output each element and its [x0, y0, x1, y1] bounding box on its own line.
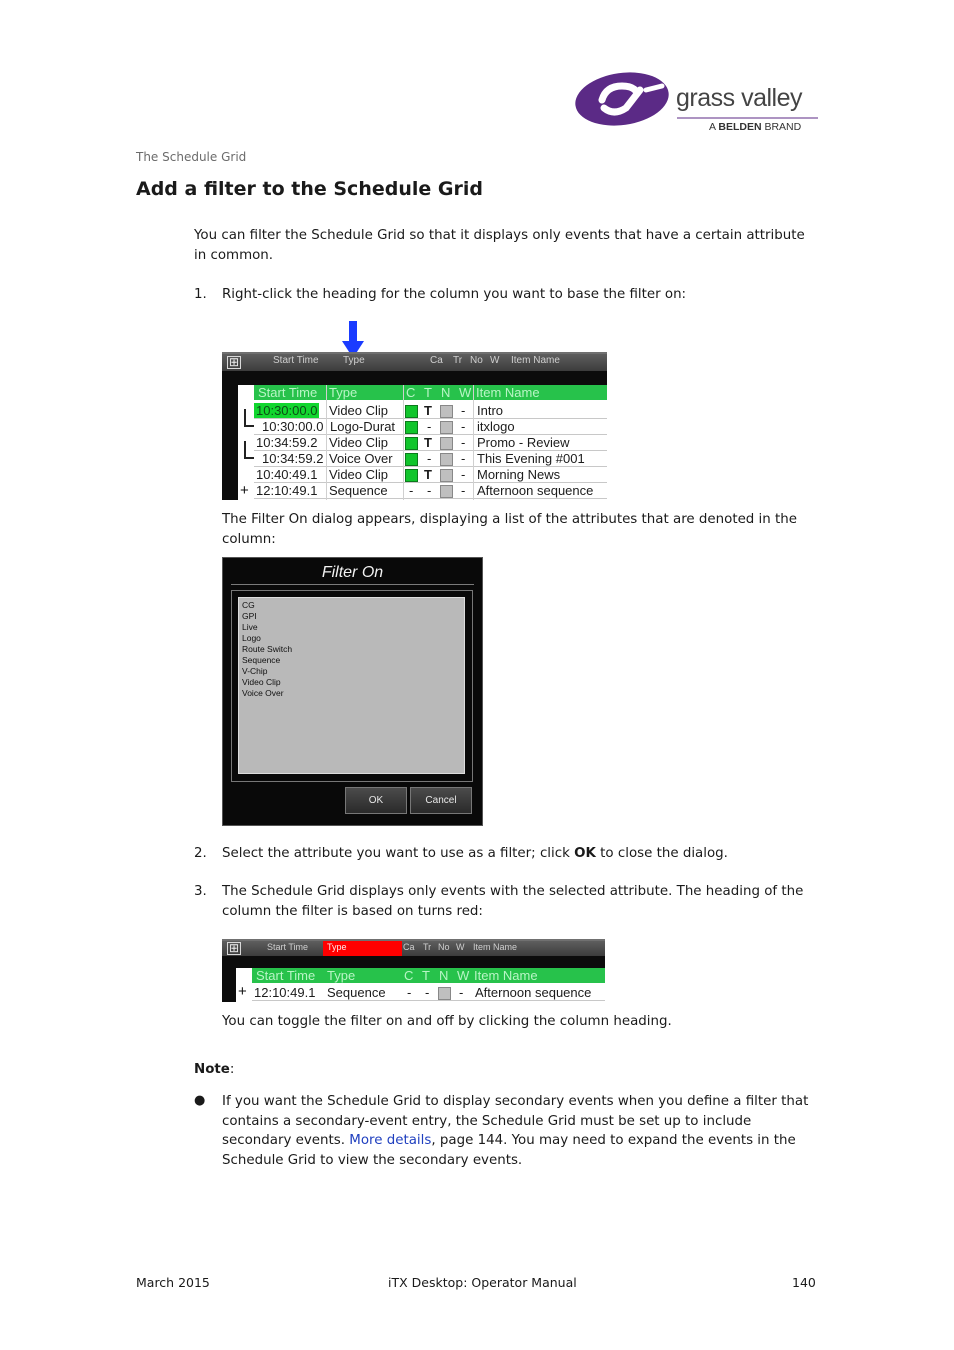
cancel-button[interactable]: Cancel: [410, 787, 472, 814]
row-item-name: Intro: [477, 403, 504, 418]
step-text: Right-click the heading for the column you want to base the filter on:: [222, 287, 687, 302]
row-t: T: [424, 435, 432, 450]
note-bullet-text: [222, 1092, 822, 1170]
logo-wordmark: grass valley: [676, 84, 802, 112]
grass-valley-logo: [574, 70, 824, 136]
col-t[interactable]: T: [422, 968, 430, 983]
row-item-name: Afternoon sequence: [477, 483, 594, 498]
cg-green-icon: [405, 453, 418, 466]
list-item[interactable]: Live: [242, 622, 258, 632]
grid-top-header: [222, 352, 607, 371]
info-grey-icon: [440, 469, 453, 482]
row-type: Sequence: [327, 985, 386, 1000]
row-type: Video Clip: [329, 435, 389, 450]
expand-plus-icon[interactable]: +: [238, 983, 247, 1000]
row-c: -: [407, 985, 412, 1000]
table-row[interactable]: [254, 451, 607, 467]
table-row[interactable]: [254, 435, 607, 451]
top-col-w[interactable]: W: [456, 942, 465, 952]
col-t[interactable]: T: [424, 385, 432, 400]
row-t: T: [424, 403, 432, 418]
logo-tagline: [709, 121, 801, 133]
row-t: -: [425, 985, 430, 1000]
bullet-text-before: If you want the Schedule Grid to display secondary events when you define a filter that contains a secondary-event entry, the Schedule Grid must be set up to include secondary events.: [222, 1094, 809, 1148]
grid-body: [236, 968, 605, 1002]
col-start-time[interactable]: Start Time: [256, 968, 316, 983]
info-grey-icon: [440, 437, 453, 450]
info-grey-icon: [440, 421, 453, 434]
col-item-name[interactable]: Item Name: [476, 385, 540, 400]
logo-tagline-prefix: A: [709, 121, 716, 133]
row-t: -: [427, 419, 432, 434]
row-start-time: 12:10:49.1: [256, 483, 318, 498]
info-grey-icon: [438, 987, 451, 1000]
cg-green-icon: [405, 469, 418, 482]
table-row[interactable]: [254, 467, 607, 483]
column-divider: [403, 385, 404, 500]
top-col-ca[interactable]: Ca: [403, 942, 415, 952]
row-c: -: [409, 483, 414, 498]
col-start-time[interactable]: Start Time: [258, 385, 318, 400]
table-row[interactable]: [252, 985, 605, 1001]
ok-button[interactable]: OK: [345, 787, 407, 814]
cg-green-icon: [405, 437, 418, 450]
list-item[interactable]: Voice Over: [242, 688, 284, 698]
attribute-list[interactable]: [238, 597, 465, 774]
top-col-no[interactable]: No: [470, 355, 483, 366]
column-divider: [473, 385, 474, 500]
row-w: -: [461, 483, 466, 498]
note-colon: :: [229, 1062, 235, 1077]
step-text-after: to close the dialog.: [595, 846, 728, 861]
grid-column-header: [252, 968, 605, 983]
secondary-bracket: [244, 441, 254, 459]
row-start-time: 10:34:59.2: [256, 435, 318, 450]
col-c[interactable]: C: [404, 968, 414, 983]
page-title: Add a filter to the Schedule Grid: [136, 178, 483, 200]
row-t: T: [424, 467, 432, 482]
note-label: [194, 1060, 234, 1080]
note-label-text: Note: [194, 1062, 230, 1077]
logo-tagline-suffix: BRAND: [764, 121, 802, 133]
dialog-divider: [231, 584, 474, 585]
grid-top-header: [222, 939, 605, 956]
more-details-link[interactable]: More details: [349, 1133, 432, 1148]
paragraph-dialog-appears: The Filter On dialog appears, displaying a list of the attributes that are denoted in the column:: [222, 512, 797, 547]
info-grey-icon: [440, 485, 453, 498]
info-grey-icon: [440, 405, 453, 418]
filter-on-dialog: [222, 557, 483, 826]
row-start-time: 10:40:49.1: [256, 467, 318, 482]
row-item-name: Afternoon sequence: [475, 985, 592, 1000]
row-type: Video Clip: [329, 467, 389, 482]
list-item[interactable]: CG: [242, 600, 255, 610]
top-col-ca[interactable]: Ca: [430, 355, 443, 366]
col-w[interactable]: W: [459, 385, 472, 400]
row-start-time: 10:30:00.0: [256, 403, 318, 418]
expand-all-icon[interactable]: ⊞: [228, 355, 240, 369]
col-n[interactable]: N: [439, 968, 449, 983]
col-type[interactable]: Type: [327, 968, 356, 983]
step-number: 1.: [194, 287, 207, 302]
row-item-name: Morning News: [477, 467, 561, 482]
paragraph-toggle-filter: You can toggle the filter on and off by clicking the column heading.: [222, 1014, 672, 1029]
top-col-tr[interactable]: Tr: [453, 355, 463, 366]
list-item[interactable]: Route Switch: [242, 644, 293, 654]
info-grey-icon: [440, 453, 453, 466]
row-t: -: [427, 451, 432, 466]
logo-tagline-brand: BELDEN: [718, 121, 762, 133]
top-col-w[interactable]: W: [490, 355, 500, 366]
list-item[interactable]: Video Clip: [242, 677, 281, 687]
footer-doc-title: iTX Desktop: Operator Manual: [388, 1275, 577, 1290]
cg-green-icon: [405, 405, 418, 418]
row-type: Sequence: [329, 483, 388, 498]
step-text: [222, 844, 818, 864]
top-col-start-time[interactable]: Start Time: [273, 355, 319, 366]
grid-body: [238, 385, 607, 500]
step-text-before: Select the attribute you want to use as a filter; click: [222, 846, 575, 861]
row-start-time: 10:30:00.0: [262, 419, 324, 434]
column-divider: [326, 385, 327, 500]
col-type[interactable]: Type: [329, 385, 358, 400]
bullet-dot-icon: ●: [194, 1093, 206, 1108]
table-row[interactable]: [254, 419, 607, 435]
expand-plus-icon[interactable]: +: [240, 482, 249, 499]
row-w: -: [461, 435, 466, 450]
row-type: Video Clip: [329, 403, 389, 418]
expand-all-icon[interactable]: ⊞: [228, 941, 240, 955]
list-item[interactable]: Sequence: [242, 655, 281, 665]
top-col-no[interactable]: No: [438, 942, 450, 952]
row-item-name: itxlogo: [477, 419, 515, 434]
top-col-type[interactable]: Type: [343, 355, 365, 366]
row-w: -: [461, 467, 466, 482]
top-col-start-time[interactable]: Start Time: [267, 942, 309, 952]
step-text: The Schedule Grid displays only events with the selected attribute. The heading of the column the filter is based on turns red:: [222, 884, 804, 919]
row-w: -: [461, 451, 466, 466]
row-start-time: 10:34:59.2: [262, 451, 324, 466]
col-c[interactable]: C: [406, 385, 416, 400]
footer-date: March 2015: [136, 1275, 210, 1290]
step-number: 2.: [194, 846, 207, 861]
list-item[interactable]: GPI: [242, 611, 257, 621]
step-number: 3.: [194, 884, 207, 899]
intro-paragraph: You can filter the Schedule Grid so that it displays only events that have a certain attribute in common.: [194, 228, 805, 263]
row-w: -: [461, 403, 466, 418]
col-item-name[interactable]: Item Name: [474, 968, 538, 983]
running-head: The Schedule Grid: [136, 150, 247, 164]
bullet-text-after: , page 144. You may need to expand the events in the Schedule Grid to view the secondary events.: [222, 1133, 796, 1168]
top-col-item-name[interactable]: Item Name: [473, 942, 518, 952]
col-w[interactable]: W: [457, 968, 470, 983]
row-item-name: Promo - Review: [477, 435, 570, 450]
list-item[interactable]: Logo: [242, 633, 261, 643]
footer-page-number: 140: [792, 1275, 816, 1290]
secondary-bracket: [244, 409, 254, 427]
cg-green-icon: [405, 421, 418, 434]
top-col-tr[interactable]: Tr: [423, 942, 432, 952]
row-start-time: 12:10:49.1: [254, 985, 316, 1000]
top-col-item-name[interactable]: Item Name: [511, 355, 560, 366]
list-item[interactable]: V-Chip: [242, 666, 268, 676]
filtered-schedule-grid-screenshot: [222, 939, 605, 1002]
grid-column-header: [254, 385, 607, 400]
step-text-bold: OK: [574, 846, 596, 861]
table-row[interactable]: [254, 483, 607, 499]
dialog-title: Filter On: [321, 564, 384, 581]
row-w: -: [461, 419, 466, 434]
row-w: -: [459, 985, 464, 1000]
row-item-name: This Evening #001: [477, 451, 585, 466]
top-col-type-filtered[interactable]: Type: [323, 941, 402, 956]
schedule-grid-screenshot: [222, 352, 607, 500]
col-n[interactable]: N: [441, 385, 451, 400]
table-row[interactable]: [254, 403, 607, 419]
row-t: -: [427, 483, 432, 498]
row-type: Voice Over: [329, 451, 393, 466]
row-type: Logo-Durat: [330, 419, 396, 434]
